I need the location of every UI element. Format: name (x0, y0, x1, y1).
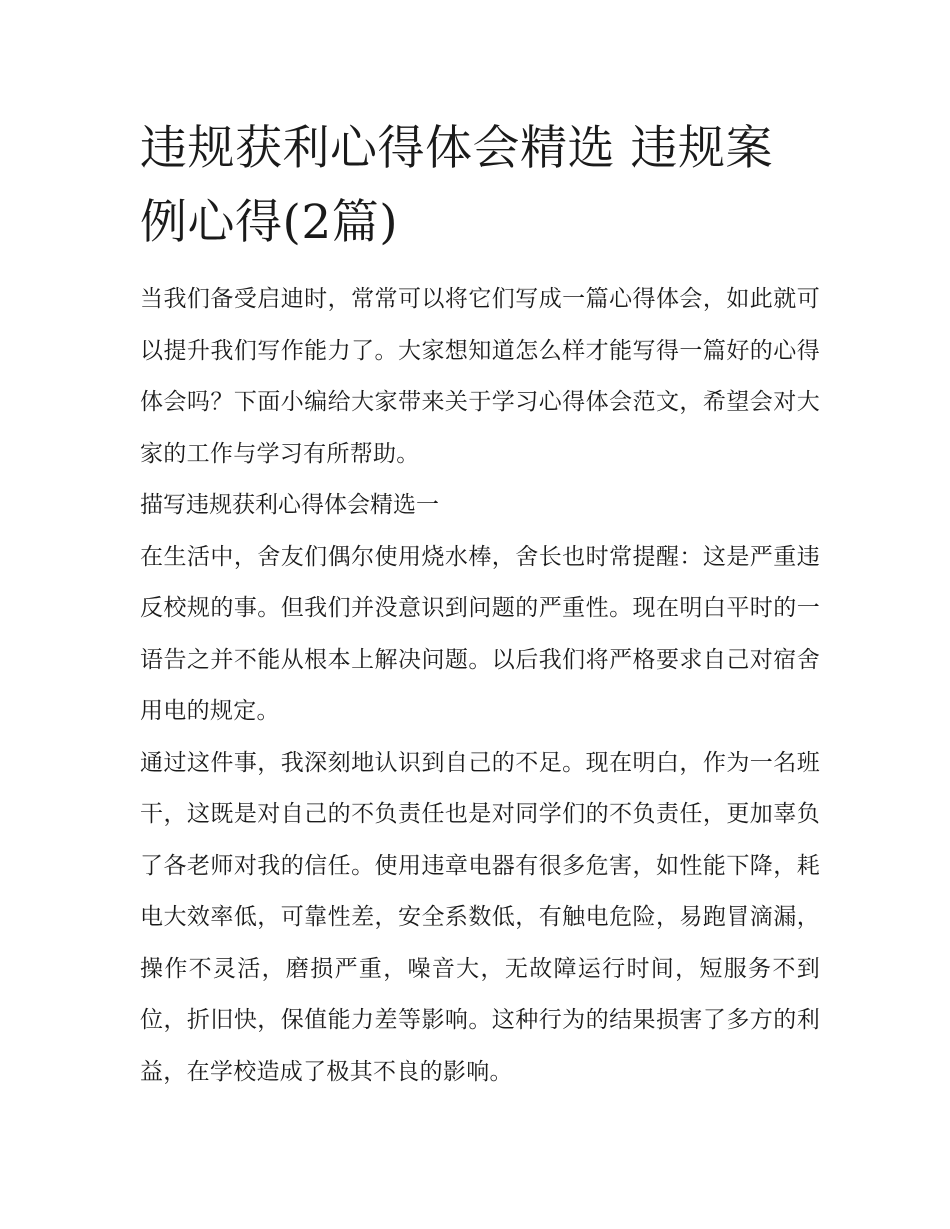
section-heading: 描写违规获利心得体会精选一 (140, 492, 439, 518)
intro-paragraph: 当我们备受启迪时，常常可以将它们写成一篇心得体会，如此就可以提升我们写作能力了。大家想知道怎么样才能写得一篇好的心得体会吗？下面小编给大家带来关于学习心得体会范文，希望会对大家的工作与学习有所帮助。 (140, 286, 820, 467)
body-paragraph: 在生活中，舍友们偶尔使用烧水棒，舍长也时常提醒：这是严重违反校规的事。但我们并没意识到问题的严重性。现在明白平时的一语告之并不能从根本上解决问题。以后我们将严格要求自己对宿舍用电的规定。 (140, 543, 820, 724)
document-title: 违规获利心得体会精选 违规案例心得(2篇) (140, 121, 773, 250)
document-body (140, 112, 820, 1098)
body-paragraph: 通过这件事，我深刻地认识到自己的不足。现在明白，作为一名班干，这既是对自己的不负责任也是对同学们的不负责任，更加辜负了各老师对我的信任。使用违章电器有很多危害，如性能下降，耗电大效率低，可靠性差，安全系数低，有触电危险，易跑冒滴漏，操作不灵活，磨损严重，噪音大，无故障运行时间，短服务不到位，折旧快，保值能力差等影响。这种行为的结果损害了多方的利益，在学校造成了极其不良的影响。 (140, 749, 820, 1085)
